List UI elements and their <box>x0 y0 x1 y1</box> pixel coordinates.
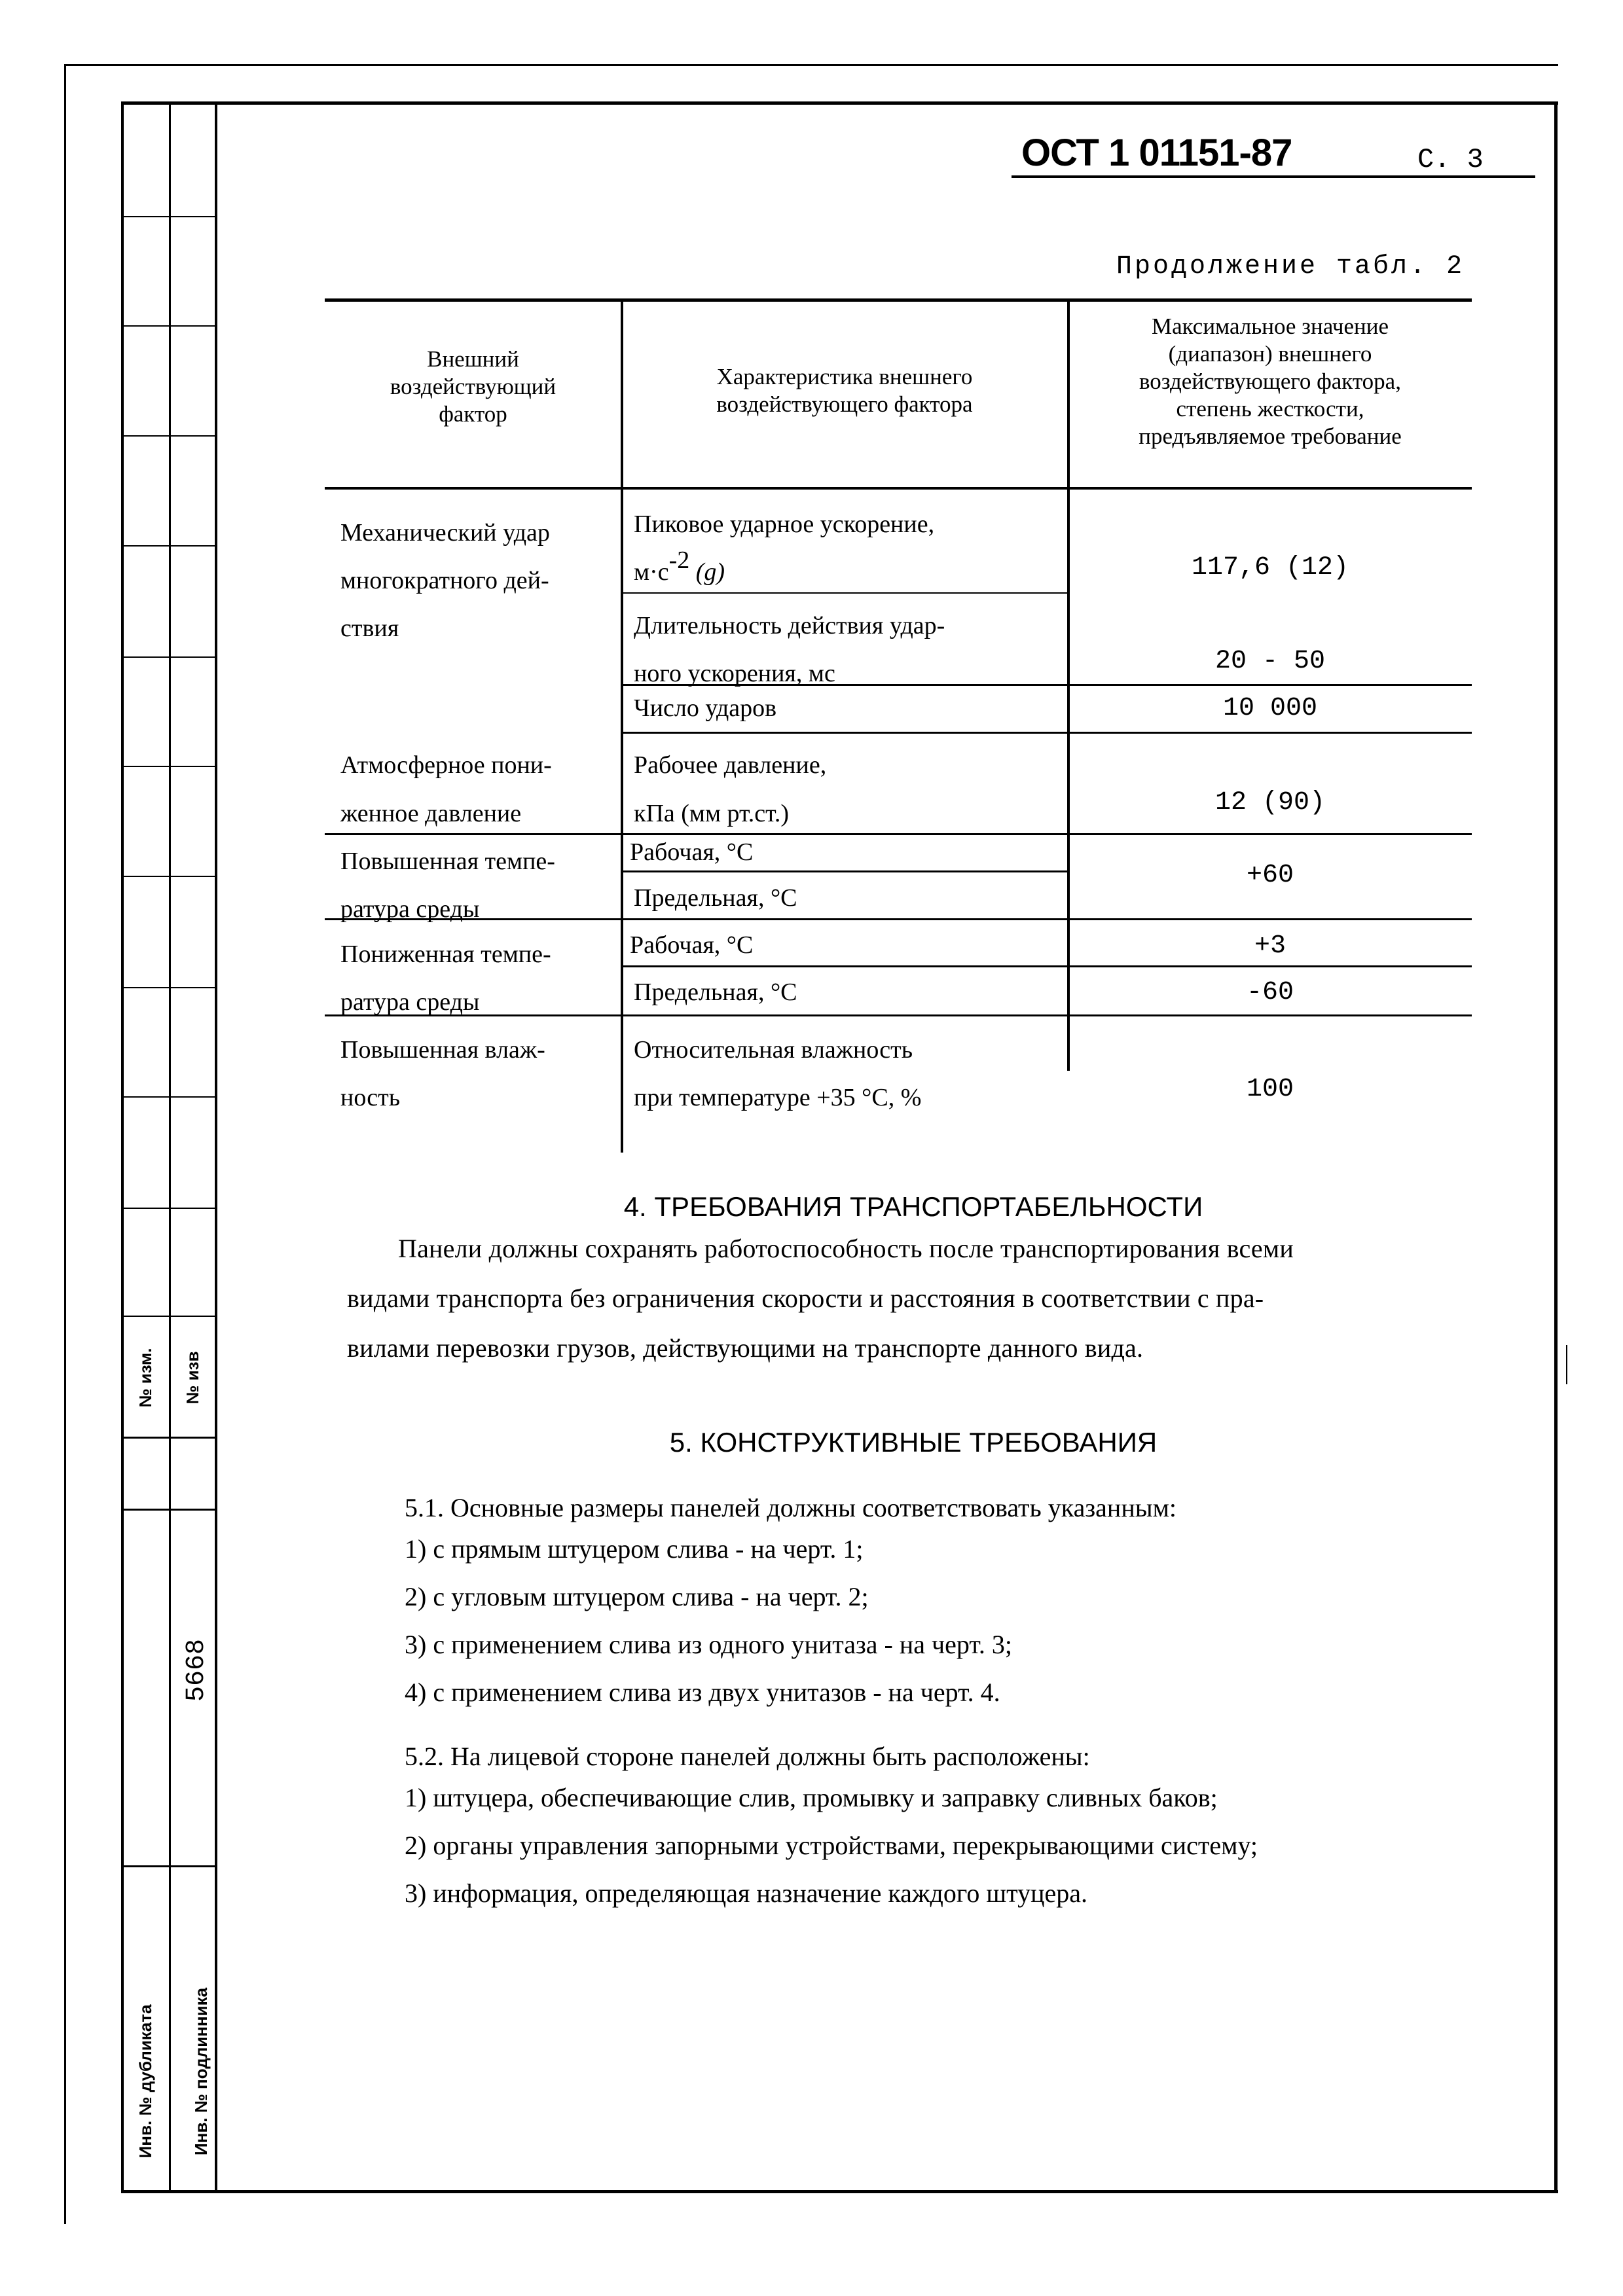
factor-mechanical-shock: Механический удар многократного дей- ствия <box>340 519 550 642</box>
section-4-title: 4. ТРЕБОВАНИЯ ТРАНСПОРТАБЕЛЬНОСТИ <box>623 1191 1203 1222</box>
factor-low-temperature: Пониженная темпе- ратура среды <box>340 941 551 1016</box>
paragraph-5-2: 5.2. На лицевой стороне панелей должны быть расположены: <box>405 1742 1090 1771</box>
char-shock-duration: Длительность действия удар- ного ускорения, мс <box>634 612 945 687</box>
section-5-title: 5. КОНСТРУКТИВНЫЕ ТРЕБОВАНИЯ <box>669 1427 1158 1458</box>
list-item: 4) с применением слива из двух унитазов - на черт. 4. <box>405 1677 1000 1707</box>
paragraph-5-1: 5.1. Основные размеры панелей должны соответствовать указанным: <box>405 1493 1177 1522</box>
frame-left-inner <box>121 101 124 2193</box>
factor-high-humidity: Повышенная влаж- ность <box>340 1036 545 1111</box>
list-item: 1) с прямым штуцером слива - на черт. 1; <box>405 1534 864 1564</box>
list-item: 3) информация, определяющая назначение каждого штуцера. <box>405 1878 1087 1908</box>
char-high-temp-limit: Предельная, °С <box>634 884 797 912</box>
val-peak-acceleration: 117,6 (12) <box>1191 553 1349 583</box>
col-header-characteristic: Характеристика внешнего воздействующего фактора <box>716 364 973 417</box>
val-low-temp-limit: -60 <box>1246 978 1294 1007</box>
list-item: 2) с угловым штуцером слива - на черт. 2; <box>405 1582 869 1611</box>
frame-top-inner <box>121 101 1558 105</box>
factor-high-temperature: Повышенная темпе- ратура среды <box>340 848 555 923</box>
char-working-pressure: Рабочее давление, кПа (мм рт.ст.) <box>634 751 827 827</box>
frame-right-tick <box>1566 1345 1567 1384</box>
stamp-izm-label: № изм. <box>136 1348 155 1408</box>
char-low-temp-limit: Предельная, °С <box>634 978 797 1006</box>
stamp-inv-original-label: Инв. № подлинника <box>191 1987 211 2156</box>
val-high-temperature: +60 <box>1246 861 1294 890</box>
stamp-izv-label: № изв <box>183 1351 202 1405</box>
table-caption: Продолжение табл. 2 <box>1116 252 1465 281</box>
val-shock-duration: 20 - 50 <box>1214 647 1326 676</box>
factor-low-pressure: Атмосферное пони- женное давление <box>340 751 552 827</box>
char-relative-humidity: Относительная влажность при температуре +35 °С, % <box>634 1036 922 1111</box>
col-header-factor: Внешний воздействующий фактор <box>390 346 556 427</box>
char-high-temp-working: Рабочая, °С <box>630 838 754 866</box>
section-4-text: Панели должны сохранять работоспособность после транспортирования всеми видами транспорта без ограничения скорости и расстояния в соответствии с пра- вилами перевозки грузов, действующими на транспорте данного вида. <box>347 1234 1294 1363</box>
document-code: ОСТ 1 01151-87 <box>1021 132 1292 174</box>
frame-right <box>1554 101 1558 2193</box>
page-number: С. 3 <box>1417 144 1484 175</box>
char-peak-acceleration: Пиковое ударное ускорение, $м\cdot с^{-2}$ (g) <box>634 511 935 586</box>
char-low-temp-working: Рабочая, °С <box>630 931 754 959</box>
list-item: 2) органы управления запорными устройствами, перекрывающими систему; <box>405 1831 1258 1860</box>
stamp-inv-duplicate-label: Инв. № дубликата <box>136 2004 155 2159</box>
list-5-1 <box>405 1525 1012 1716</box>
list-5-2 <box>405 1774 1258 1917</box>
frame-top-outer <box>65 64 1558 66</box>
val-working-pressure: 12 (90) <box>1214 788 1326 817</box>
frame-left-outer <box>64 64 66 2224</box>
val-low-temp-working: +3 <box>1254 931 1286 961</box>
val-humidity: 100 <box>1246 1075 1294 1104</box>
frame-bottom <box>121 2190 1558 2193</box>
char-shock-count: Число ударов <box>634 694 777 722</box>
stamp-inv-number: 5668 <box>182 1639 211 1702</box>
col-header-max-value: Максимальное значение (диапазон) внешнего воздействующего фактора, степень жесткости, предъявляемое требование <box>1139 314 1402 449</box>
list-item: 3) с применением слива из одного унитаза - на черт. 3; <box>405 1630 1012 1659</box>
list-item: 1) штуцера, обеспечивающие слив, промывку и заправку сливных баков; <box>405 1783 1218 1812</box>
header-underline <box>1012 175 1535 178</box>
val-shock-count: 10 000 <box>1222 694 1318 723</box>
